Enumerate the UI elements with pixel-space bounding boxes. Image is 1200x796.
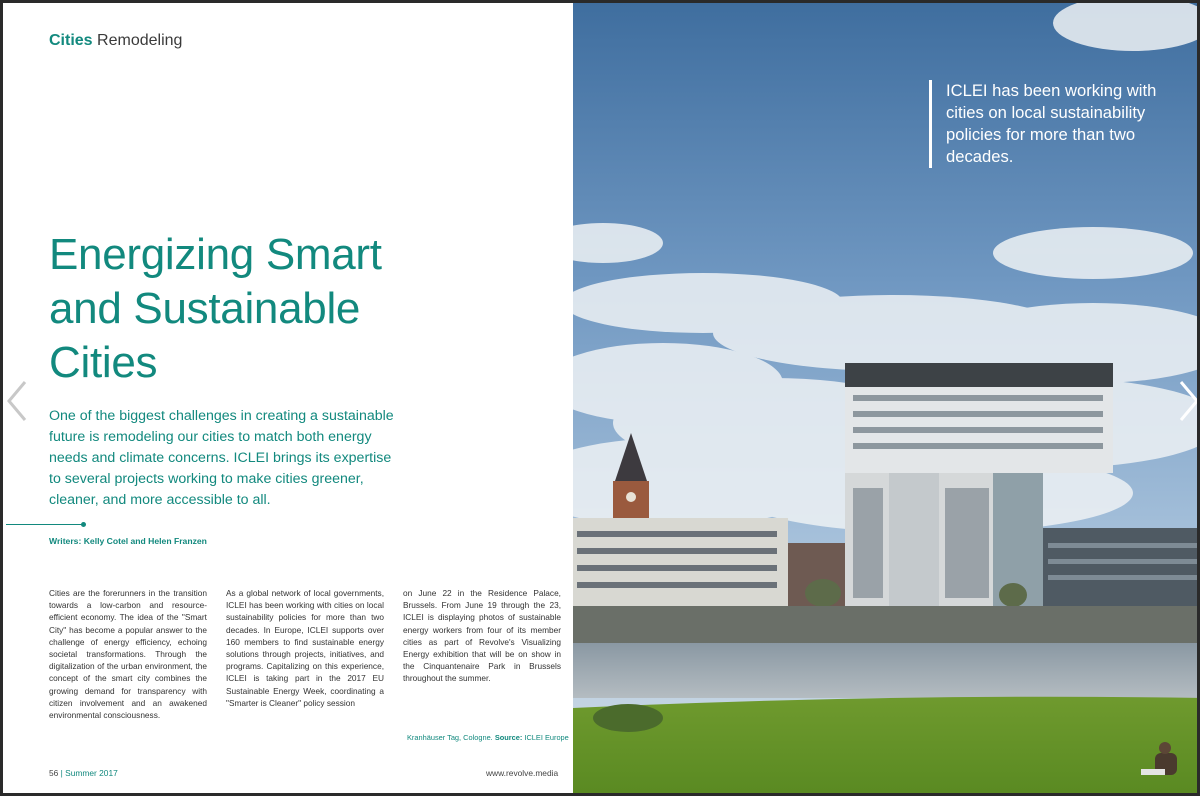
body-column-3: on June 22 in the Residence Palace, Brussels. From June 19 through the 23, ICLEI is displaying photos of sustainable energy workers from four of its member cities as part of Revolve's Visualizing Energy exhibition that will be on show in the Cinquantenaire Park in Brussels throughout the summer. — [403, 588, 561, 684]
body-column-1: Cities are the forerunners in the transition towards a low-carbon and resource-efficient economy. The idea of the "Smart City" has become a popular answer to the challenge of energy efficiency, echoing societal transformations. Through the digitalization of the urban environment, the concept of the smart city combines the growing demand for transparency with citizen involvement and an awakened environmental consciousness. — [49, 588, 207, 721]
section-accent: Cities — [49, 32, 93, 49]
section-name: Remodeling — [97, 32, 183, 49]
chevron-left-icon[interactable] — [3, 376, 33, 426]
chevron-right-icon[interactable] — [1173, 376, 1200, 426]
footer-url: www.revolve.media — [486, 768, 559, 778]
issue-label: Summer 2017 — [65, 768, 118, 778]
divider-dot — [81, 522, 86, 527]
body-column-2: As a global network of local governments, ICLEI has been working with cities on local sustainability policies for more than two decades. In Europe, ICLEI supports over 160 members to find sustainable energy solutions through projects, initiatives, and programs. Capitalizing on this experience, ICLEI is taking part in the 2017 EU Sustainable Energy Week, coordinating a "Smarter is Cleaner" policy session — [226, 588, 384, 708]
headline-line-3: Cities — [49, 338, 158, 387]
page-footer — [49, 768, 118, 778]
photo-caption: Kranhäuser Tag, Cologne. — [407, 733, 493, 742]
article-headline — [49, 228, 549, 390]
page-number: 56 — [49, 768, 59, 778]
photo-source-label: Source: — [494, 733, 523, 742]
article-lede: One of the biggest challenges in creating a sustainable future is remodeling our cities to match both energy needs and climate concerns. ICLEI brings its expertise to several projects working to make cities greener, cleaner, and more accessible to all. — [49, 408, 394, 508]
section-label — [49, 32, 182, 50]
cover-photo — [573, 3, 1200, 793]
divider-rule — [6, 524, 84, 525]
photo-source: ICLEI Europe — [524, 733, 569, 742]
pull-quote: ICLEI has been working with cities on local sustainability policies for more than two decades. — [929, 80, 1179, 168]
headline-line-2: and Sustainable — [49, 284, 361, 333]
left-page — [3, 3, 573, 793]
photo-credit — [407, 733, 569, 742]
footer-separator: | — [60, 768, 63, 778]
writers-byline: Writers: Kelly Cotel and Helen Franzen — [49, 536, 207, 546]
headline-line-1: Energizing Smart — [49, 230, 382, 279]
